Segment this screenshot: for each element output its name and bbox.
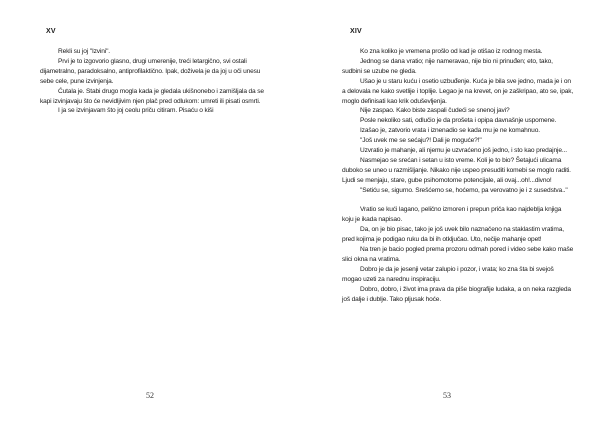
page-number: 53: [443, 391, 451, 400]
paragraph: "Setiću se, sigurno. Srešćemo se, hoćemo, pa verovatno je i z susedstva..": [360, 186, 568, 194]
paragraph: Nasmejao se srećan i setan u isto vreme. Koli je to bio? Šetajući ulicama duboko se uneo u razmišljanje. Nikako nije uspeo presuditi komebi se moglo raditi. Ljudi se menjaju, stare, gube psihomotorne potencijale, ali ovaj...oh!...divno!: [342, 156, 571, 184]
chapter-body: [342, 47, 574, 305]
chapter-heading: XV: [46, 28, 56, 35]
chapter-heading: XIV: [350, 28, 362, 35]
right-page: [300, 0, 600, 428]
paragraph: I ja se izvinjavam što joj ceolu priču citiram. Pisaću o kiši: [58, 107, 214, 115]
paragraph: Izašao je, zatvorio vrata i iznenadio se kada mu je ne komahnuo.: [360, 127, 540, 135]
paragraph: Ćutala je. Stabi drugo mogla kada je gledala ukišnonebo i zamišljala da se kapi izvinjavaju što će nevidljivim njen plač pred odlukom: umreti ili pisati osmrti.: [40, 87, 264, 105]
paragraph: Prvi je to izgovorio glasno, drugi umerenije, treći letargično, svi ostali dijametralno, paradoksalno, antiprofilaktično. Ipak, doživela je da joj u oči unesu sebe cele, pune izvinjenja.: [40, 57, 261, 85]
paragraph: Na tren je bacio pogled prema prozoru odmah pored i video sebe kako maše slici okna na vratima.: [342, 246, 574, 264]
paragraph: Posle nekoliko sati, odlučio je da prošeta i opipa davnašnje uspomene.: [360, 117, 557, 125]
paragraph: Dobro, dobro, i život ima prava da piše biografije ludaka, a on neka razgleda još dalje i dublje. Tako pljusak hoće.: [342, 285, 571, 303]
paragraph: Vratio se kući lagano, pelično izmoren i prepun priča kao najdeblja knjiga koju je ikada napisao.: [342, 206, 562, 224]
paragraph: Dobro je da je jesenji vetar zalupio i pozor, i vrata; ko zna šta bi svejoš mogao uzeti za narednu inspiraciju.: [342, 265, 554, 283]
paragraph: Ko zna koliko je vremena prošlo od kad je otišao iz rodnog mesta.: [360, 48, 543, 55]
paragraph: "Još uvek me se sećaju?! Dali je moguće?!": [360, 137, 482, 145]
paragraph: Da, on je bio pisac, tako je još uvek bilo naznačeno na staklastim vratima, pred kojima je podigao ruku da bi ih otključao. Uto, nečije mahanje opet!: [342, 226, 564, 244]
page-number: 52: [146, 391, 154, 400]
paragraph: Jednog se dana vratio; nije nameravao, nije bio ni prinuđen; eto, tako, sudbini se uzube ne gleda.: [342, 57, 553, 75]
chapter-body: [40, 47, 272, 116]
paragraph: Uzvratio je mahanje, ali njemu je uzvraćeno još jedno, i sto kao predajnje...: [360, 147, 567, 155]
paragraph: Ušao je u staru kuću i osetio uzbuđenje. Kuća je bila sve jedno, mada je i on a delovala ne kako svetlije i toplije. Legao je na krevet, on je zaškripao, ato se, ipak, moglo definisati kao krik oduševljenja.: [342, 77, 574, 105]
paragraph: Nije zaspao. Kako biste zaspali čudeći se snenoj javi?: [360, 107, 510, 115]
paragraph: Rekli su joj "Izvini".: [58, 48, 110, 55]
